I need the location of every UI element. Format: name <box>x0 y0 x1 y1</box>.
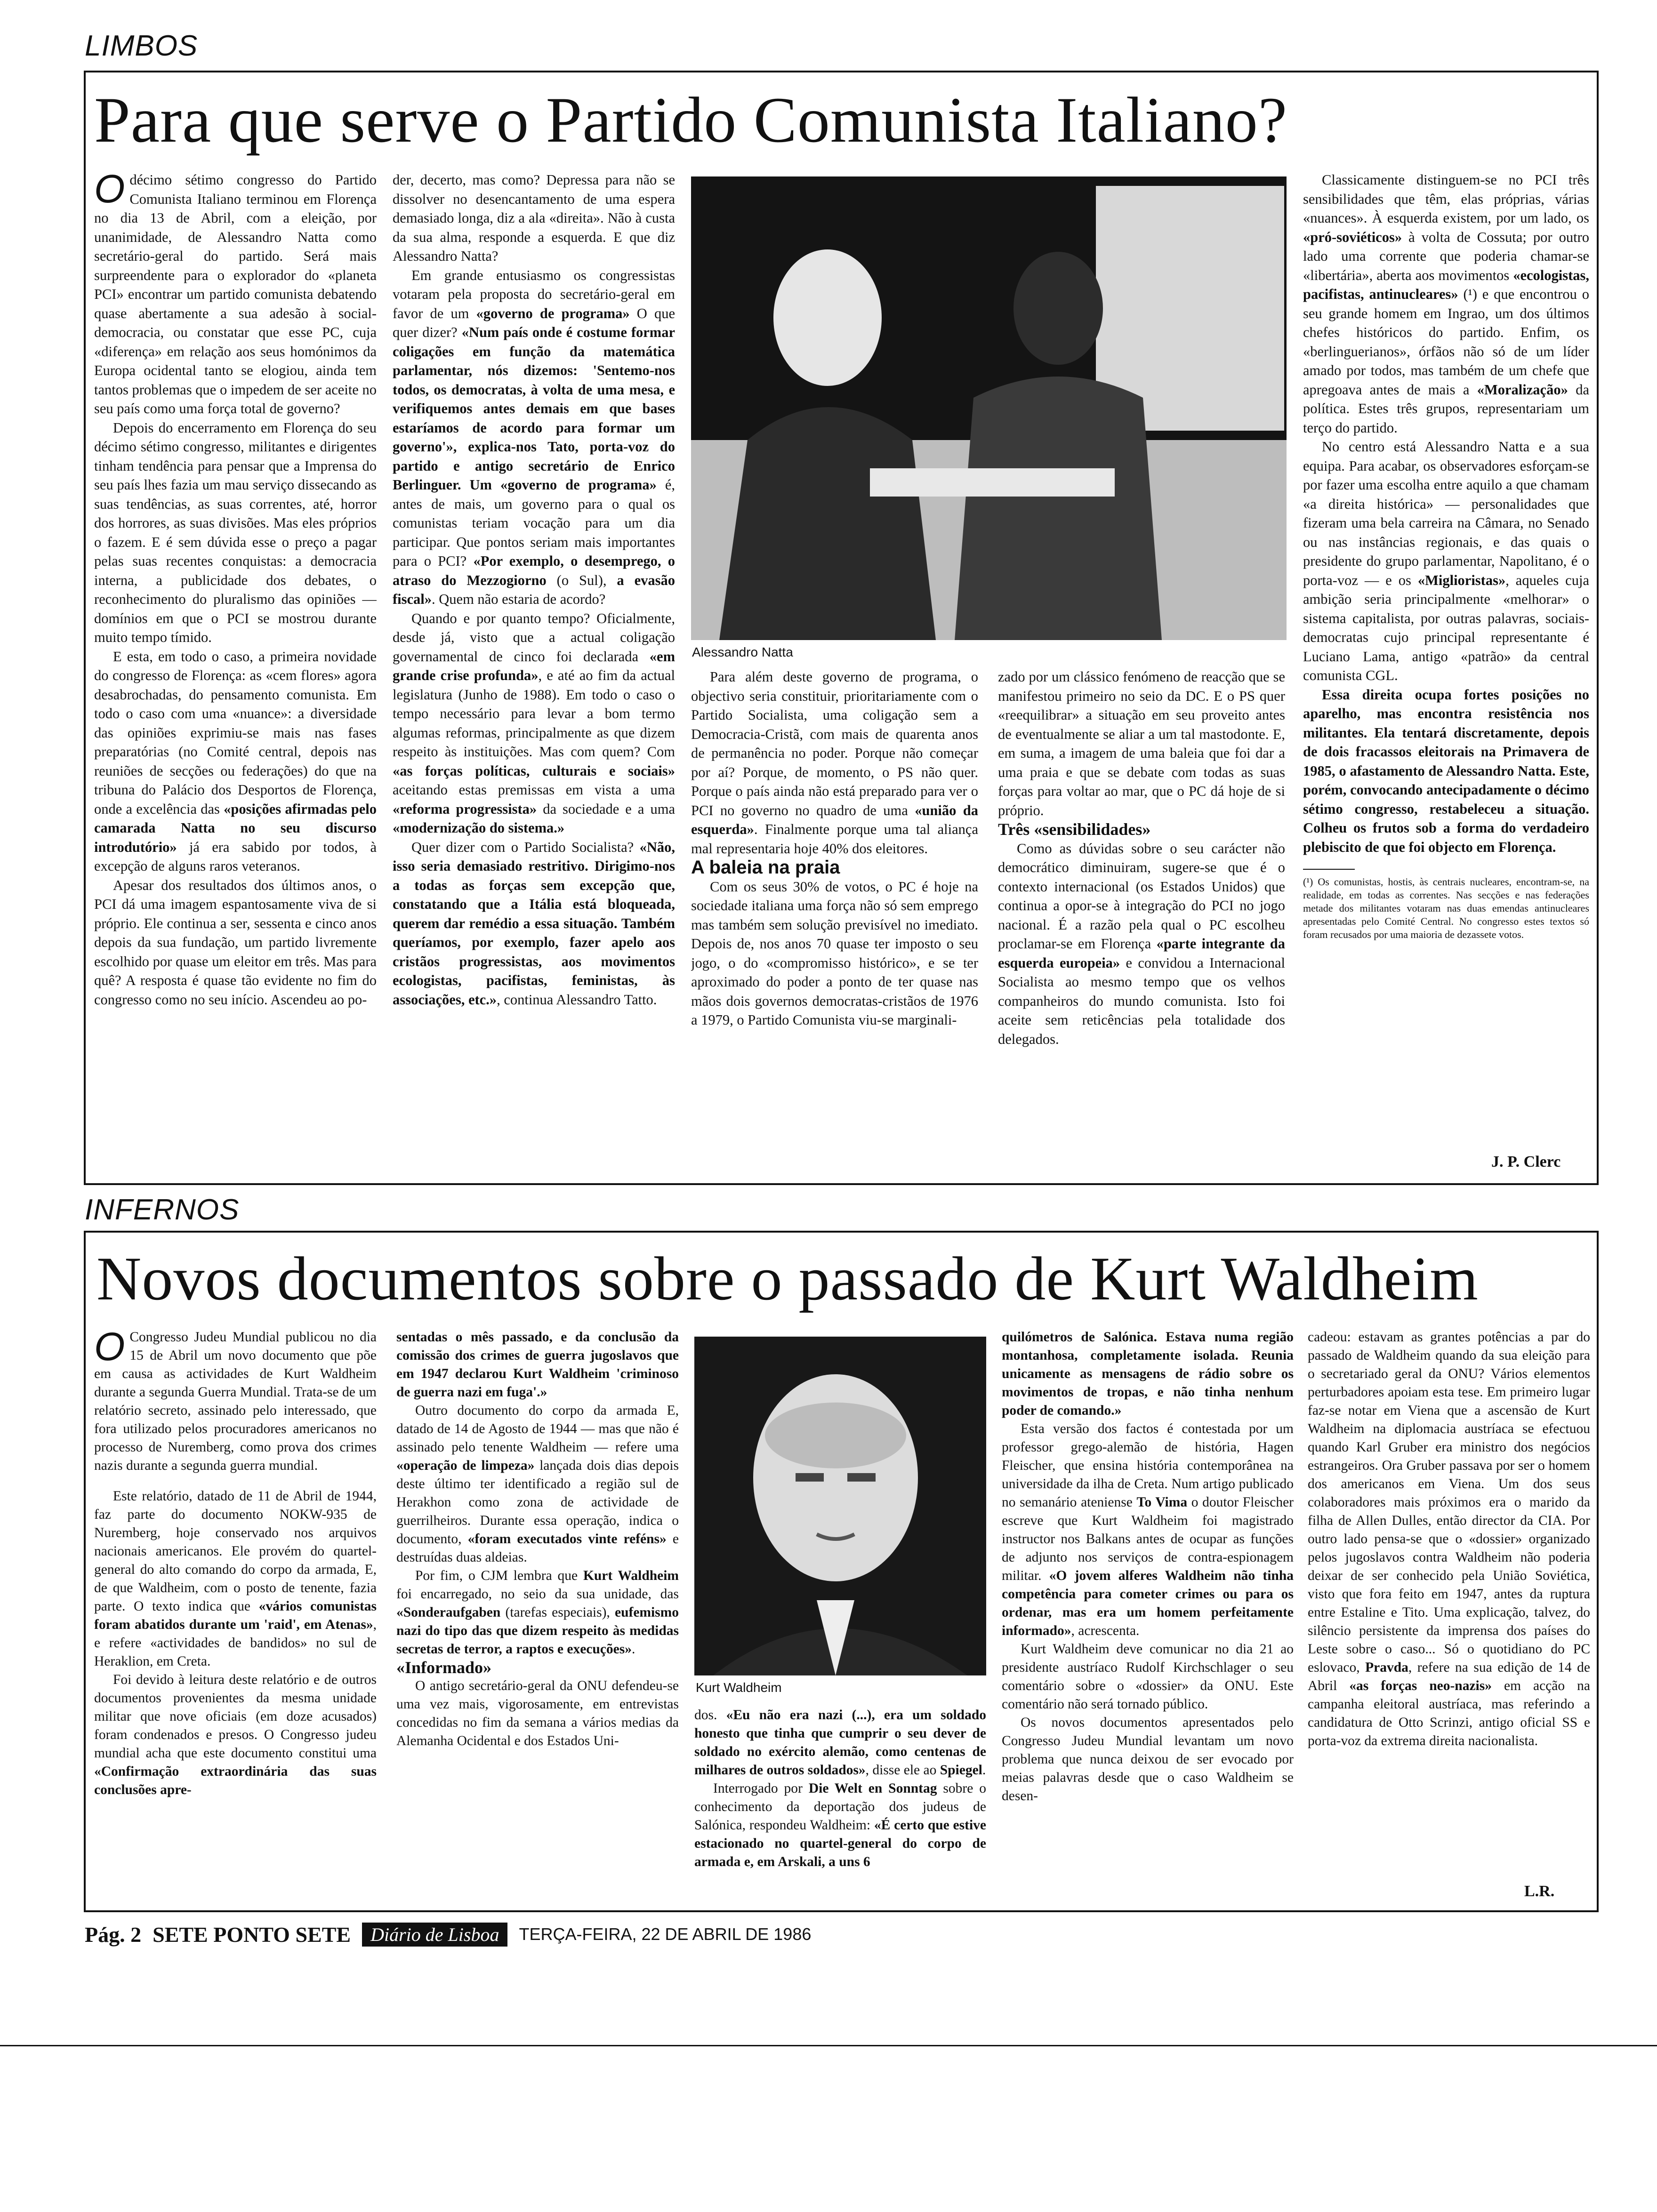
bottom-headline: Novos documentos sobre o passado de Kurt Waldheim <box>97 1244 1479 1313</box>
photo-caption: Alessandro Natta <box>692 645 793 659</box>
photo-kurt-waldheim <box>694 1337 986 1675</box>
section-label-limbos: LIMBOS <box>85 30 198 62</box>
page-number: Pág. 2 <box>85 1922 142 1947</box>
paragraph: Kurt Waldheim deve comunicar no dia 21 ao presidente austríaco Rudolf Kirchschlager o seu comentário sobre o «dossier» da ONU. Este comentário não será tornado público. <box>1002 1642 1294 1712</box>
photo-image <box>694 1337 986 1675</box>
paragraph: Interrogado por Die Welt en Sonntag sobre o conhecimento da deportação dos judeus de Salónica, respondeu Waldheim: «É certo que estive estacionado no quartel-general do corpo de armada e, em Arskali, a uns 6 <box>694 1781 986 1869</box>
paragraph: sentadas o mês passado, e da conclusão da comissão dos crimes de guerra jugoslavos que em 1947 declarou Kurt Waldheim 'criminoso de guerra nazi em fuga'.» <box>396 1330 679 1400</box>
paragraph: cadeou: estavam as grantes potências a par do passado de Waldheim quando da sua eleição para o secretariado geral da ONU? Vários elementos perturbadores apoiam esta tese. Em primeiro lugar faz-se notar em Viena que a ascensão de Kurt Waldheim na diplomacia austríaca se efectuou quando Karl Gruber era ministro dos negócios estrangeiros. Ora Gruber passava por ser o homem dos americanos em Viena. Um dos seus colaboradores mais próximos era o marido da filha de Allen Dulles, então director da CIA. Por outro lado pensa-se que o «dossier» organizado pelos jugoslavos contra Waldheim não poderia deixar de ser conhecido pela União Soviética, visto que fora feito em 1947, antes da ruptura entre Estaline e Tito. Uma explicação, talvez, do silêncio persistente da imprensa dos países do Leste sobre o caso... Só o quotidiano do PC eslovaco, Pravda, refere na sua edição de 14 de Abril «as forças neo-nazis» em acção na campanha eleitoral austríaca, mas referindo a candidatura de Otto Scrinzi, antigo oficial SS e porta-voz da extrema direita nacionalista. <box>1308 1330 1590 1748</box>
top-headline: Para que serve o Partido Comunista Italiano? <box>94 84 1288 156</box>
paragraph: Congresso Judeu Mundial publicou no dia 15 de Abril um novo documento que põe em causa as actividades de Kurt Waldheim durante a segunda Guerra Mundial. Trata-se de um relatório secreto, assinado pelo interessado, que fora utilizado pelos procuradores americanos no processo de Nuremberg, como prova dos crimes nazis durante a segunda guerra mundial. <box>94 1330 377 1473</box>
photo-alessandro-natta <box>691 176 1287 640</box>
photo-caption: Kurt Waldheim <box>696 1680 782 1695</box>
paragraph: O antigo secretário-geral da ONU defendeu-se uma vez mais, vigorosamente, em entrevistas concedidas no fim da semana a vários medias da Alemanha Ocidental e dos Estados Uni- <box>396 1678 679 1748</box>
signature-jp-clerc: J. P. Clerc <box>1491 1153 1561 1170</box>
bottom-col-3 <box>694 1706 986 1904</box>
subheading: Três «sensibilidades» <box>998 820 1151 839</box>
dropcap: O <box>94 170 125 211</box>
paragraph: Depois do encerramento em Florença do seu décimo sétimo congresso, militantes e dirigentes tinham tendência para pensar que a Imprensa do seu país lhes fazia um mau serviço dissecando as suas tendências, as suas correntes, até, horror dos horrores, as suas divisões. Mas eles próprios o fazem. E é sem dúvida esse o preço a pagar pelas suas recentes conquistas: a democracia interna, a publicidade dos debates, o reconhecimento do pluralismo das opiniões — domínios em que o PCI se mostrou durante muito tempo tímido. <box>94 419 377 645</box>
paragraph: der, decerto, mas como? Depressa para não se dissolver no desencantamento de uma espera demasiado longa, diz a ala «direita». Não à custa da sua alma, responde a esquerda. E que diz Alessandro Natta? <box>393 172 675 264</box>
subheading: A baleia na praia <box>691 857 840 878</box>
masthead-logo: Diário de Lisboa <box>362 1923 507 1947</box>
signature-lr: L.R. <box>1524 1883 1555 1900</box>
top-col-4 <box>998 667 1285 1178</box>
paragraph: Em grande entusiasmo os congressistas votaram pela proposta do secretário-geral em favor de um «governo de programa» O que quer dizer? «Num país onde é costume formar coligações em função da matemática parlamentar, nós dizemos: 'Sentemo-nos todos, os democratas, à volta de uma mesa, e verifiquemos antes demais em que bases estaríamos de acordo para formar um governo'», explica-nos Tato, porta-voz do partido e antigo secretário de Enrico Berlinguer. Um «governo de programa» é, antes de mais, um governo para o qual os comunistas teriam vocação para um dia participar. Que pontos seriam mais importantes para o PCI? «Por exemplo, o desemprego, o atraso do Mezzogiorno (o Sul), a evasão fiscal». Quem não estaria de acordo? <box>393 267 675 607</box>
paragraph: Quando e por quanto tempo? Oficialmente, desde já, visto que a actual coligação governamental de cinco foi declarada «em grande crise profunda», e até ao fim da actual legislatura (Junho de 1988). Em todo o caso o tempo necessário para levar a bom termo algumas reformas, principalmente as que dizem respeito às instituições. Mas com quem? Com «as forças políticas, culturais e sociais» aceitando estas premissas em vista a uma «reforma progressista» da sociedade e a uma «modernização do sistema.» <box>393 610 675 836</box>
paragraph: No centro está Alessandro Natta e a sua equipa. Para acabar, os observadores esforçam-se por fazer uma escolha entre aquilo a que chamam «a direita histórica» — personalidades que fizeram uma bela carreira na Câmara, no Senado ou nas instâncias regionais, e das quais o presidente do grupo parlamentar, Napolitano, é o porta-voz — e os «Miglioristas», aqueles cuja ambição seria principalmente «melhorar» o sistema capitalista, por outras palavras, sociais-democratas cujo principal representante é Luciano Lama, antigo «patrão» da central comunista CGL. <box>1303 439 1589 683</box>
paragraph: dos. «Eu não era nazi (...), era um soldado honesto que tinha que cumprir o seu dever de soldado no exército alemão, como centenas de milhares de outros soldados», disse ele ao Spiegel. <box>694 1707 986 1778</box>
paragraph: Para além deste governo de programa, o objectivo seria constituir, prioritariamente com o Partido Socialista, uma coligação sem a Democracia-Cristã, com mais de quarenta anos de permanência no poder. Porque não começar por aí? Porque, de momento, o PS não quer. Porque o país ainda não está preparado para ver o PCI no governo no quadro de uma «união da esquerda». Finalmente porque uma tal aliança mal representaria hoje 40% dos eleitores. <box>691 669 978 857</box>
footer <box>85 1920 811 1948</box>
section-label-infernos: INFERNOS <box>85 1194 240 1226</box>
paragraph: Este relatório, datado de 11 de Abril de 1944, faz parte do documento NOKW-935 de Nuremberg, hoje conservado nos arquivos nacionais americanos. Ele provém do quartel-general do alto comando do corpo da armada, E, de que Waldheim, com o posto de tenente, fazia parte. O texto indica que «vários comunistas foram abatidos durante um 'raid', em Atenas», e refere «actividades de bandidos» no sul de Heraklion, em Creta. <box>94 1489 377 1669</box>
paragraph: décimo sétimo congresso do Partido Comunista Italiano terminou em Florença no dia 13 de Abril, com a eleição, por unanimidade, de Alessandro Natta como secretário-geral do partido. Será mais surpreendente para o explorador do «planeta PCI» encontrar um partido comunista debatendo quase abertamente a sua adesão à social-democracia, ou constatar que esse PC, cuja «diferença» em relação aos seus homónimos da Europa ocidental tanto se elogiou, ainda tem tantos problemas que o impedem de ser aceite no seu país como uma força total de governo? <box>94 172 377 417</box>
paragraph: Por fim, o CJM lembra que Kurt Waldheim foi encarregado, no seio da sua unidade, das «Sonderaufgaben (tarefas especiais), eufemismo nazi do tipo das que dizem respeito às medidas secretas de terror, a raptos e execuções». <box>396 1568 679 1657</box>
paragraph: Os novos documentos apresentados pelo Congresso Judeu Mundial levantam um novo problema que nunca deixou de ser evocado por meias palavras desde que o caso Waldheim se desen- <box>1002 1715 1294 1803</box>
top-col-2 <box>393 170 675 1178</box>
paragraph: Essa direita ocupa fortes posições no aparelho, mas encontra resistência nos militantes. Ela tentará discretamente, depois de dois fracassos eleitorais na Primavera de 1985, o afastamento de Alessandro Natta. Este, porém, convocando antecipadamente o décimo sétimo congresso, restabeleceu a situação. Colheu os frutos sob a forma do verdadeiro plebiscito de que foi objecto em Florença. <box>1303 686 1589 855</box>
top-col-3 <box>691 667 978 1178</box>
issue-date: TERÇA-FEIRA, 22 DE ABRIL DE 1986 <box>519 1924 812 1944</box>
paragraph: zado por um clássico fenómeno de reacção que se manifestou primeiro no seio da DC. E o PS quer «reequilibrar» a situação em seu proveito antes de eventualmente se aliar a um tal mastodonte. E, em suma, a imagem de uma baleia que foi dar a uma praia e que se debate com todas as suas forças para voltar ao mar, que o PC dá hoje de si próprio. <box>998 669 1285 818</box>
page-bottom-rule <box>0 2045 1657 2046</box>
bottom-col-2 <box>396 1328 679 1905</box>
paragraph: Outro documento do corpo da armada E, datado de 14 de Agosto de 1944 — mas que não é assinado pelo tenente Waldheim — refere uma «operação de limpeza» lançada dois dias depois deste último ter identificado a região sul de Herakhon como zona de actividade de guerrilheiros. Durante essa operação, indica o documento, «foram executados vinte reféns» e destruídas duas aldeias. <box>396 1403 679 1565</box>
bottom-col-4 <box>1002 1328 1294 1905</box>
paragraph: E esta, em todo o caso, a primeira novidade do congresso de Florença: as «cem flores» agora desabrochadas, do pensamento comunista. Em todo o caso com uma «nuance»: a diversidade das opiniões exprimiu-se mais nas fases preparatórias (no Comité central, depois nas reuniões de secções ou federações) do que na tribuna do Palácio dos Desportos de Florença, onde a excelência das «posições afirmadas pelo camarada Natta no seu discurso introdutório» já era sabido por todos, à excepção de alguns raros veteranos. <box>94 648 377 874</box>
dropcap: O <box>94 1328 125 1369</box>
paragraph: Com os seus 30% de votos, o PC é hoje na sociedade italiana uma força não só sem emprego mas também sem solução previsível no imediato. Depois de, nos anos 70 quase ter imposto o seu jogo, o do «compromisso histórico», e se ter aproximado do poder a ponto de ter quase nas mãos dois governos democratas-cristãos de 1976 a 1979, o Partido Comunista viu-se marginali- <box>691 878 978 1028</box>
paragraph: Apesar dos resultados dos últimos anos, o PCI dá uma imagem espantosamente viva de si próprio. Ele continua a ser, sessenta e cinco anos depois da sua fundação, um partido livremente escolhido por quase um eleitor em três. Mas para quê? A resposta é quase tão evidente no fim do congresso como no seu início. Ascendeu ao po- <box>94 877 377 1008</box>
footnote-rule <box>1303 869 1355 870</box>
photo-image <box>691 176 1287 640</box>
supplement-name: SETE PONTO SETE <box>153 1922 351 1947</box>
paragraph: quilómetros de Salónica. Estava numa região montanhosa, completamente isolada. Reunia unicamente as mensagens de rádio sobre os movimentos de tropas, e não tinha nenhum poder de comando.» <box>1002 1330 1294 1418</box>
paragraph: Foi devido à leitura deste relatório e de outros documentos provenientes da mesma unidade militar que nove oficiais (em doze acusados) foram condenados e presos. O Congresso judeu mundial acha que este documento constitui uma «Confirmação extraordinária das suas conclusões apre- <box>94 1672 377 1797</box>
paragraph: Quer dizer com o Partido Socialista? «Não, isso seria demasiado restritivo. Dirigimo-nos a todas as forças sem excepção que, constatando que a Itália está bloqueada, querem dar remédio a essa situação. Também queríamos, por exemplo, fazer apelo aos cristãos progressistas, aos movimentos ecologistas, pacifistas, feministas, às associações, etc.», continua Alessandro Tatto. <box>393 839 675 1008</box>
bottom-col-1 <box>94 1328 377 1905</box>
bottom-col-5 <box>1308 1328 1590 1879</box>
top-col-1 <box>94 170 377 1178</box>
subheading: «Informado» <box>396 1658 492 1677</box>
top-col-5 <box>1303 170 1589 1149</box>
paragraph: Como as dúvidas sobre o seu carácter não democrático diminuiram, sugere-se que é o contexto internacional (os Estados Unidos) que continua a opor-se à integração do PCI no jogo nacional. É a razão pela qual o PC escolheu proclamar-se em Florença «parte integrante da esquerda europeia» e convidou a Internacional Socialista ao mesmo tempo que os velhos companheiros do mundo comunista. Isto foi aceite sem reticências pela totalidade dos delegados. <box>998 840 1285 1047</box>
paragraph: Esta versão dos factos é contestada por um professor grego-alemão de história, Hagen Fleischer, que ensina história contemporânea na universidade da ilha de Creta. Num artigo publicado no semanário ateniense To Vima o doutor Fleischer escreve que Kurt Waldheim foi magistrado instructor nos Balkans antes de ocupar as funções de adjunto nos serviços de contra-espionagem militar. «O jovem alferes Waldheim não tinha competência para cometer crimes ou para os ordenar, mas era um homem perfeitamente informado», acrescenta. <box>1002 1421 1294 1638</box>
footnote: (¹) Os comunistas, hostis, às centrais nucleares, encontram-se, na realidade, em todas as correntes. Nas secções e nas federações metade dos militantes votaram nas duas emendas antinucleares apresentadas pelo Comité Central. No congresso estes textos só foram recusados por uma maioria de dezassete votos. <box>1303 876 1589 940</box>
paragraph: Classicamente distinguem-se no PCI três sensibilidades que têm, elas próprias, várias «nuances». À esquerda existem, por um lado, os «pró-soviéticos» à volta de Cossuta; por outro lado uma corrente que poderia chamar-se «libertária», aberta aos movimentos «ecologistas, pacifistas, antinucleares» (¹) e que encontrou o seu grande homem em Ingrao, um dos últimos chefes históricos do partido. Enfim, os «berlinguerianos», órfãos não só de um líder amado por todos, mas também de um chefe que apregoava antes de mais a «Moralização» da política. Estes três grupos, representariam um terço do partido. <box>1303 172 1589 436</box>
